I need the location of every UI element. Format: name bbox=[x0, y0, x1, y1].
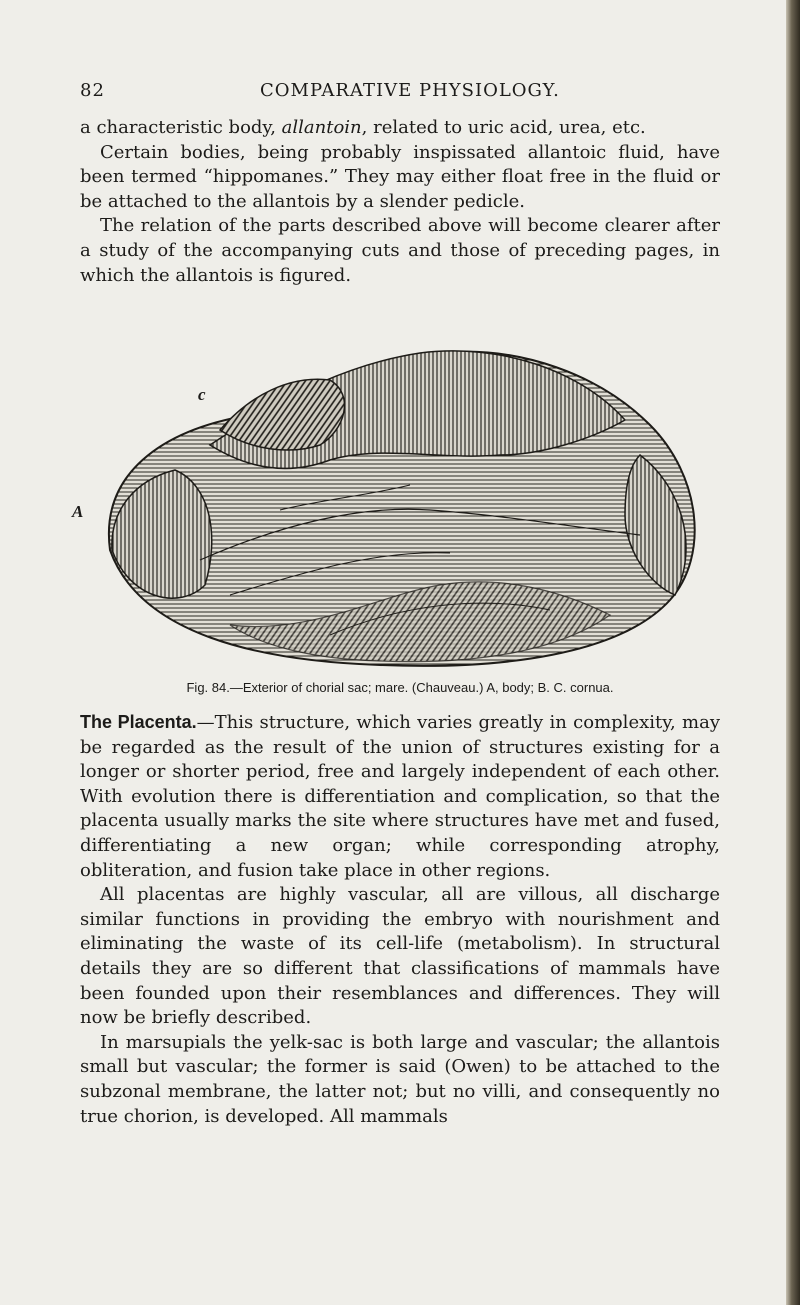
figure-label-a: A bbox=[72, 502, 84, 521]
paragraph-marsupials: In marsupials the yelk-sac is both large and vascular; the allantois small but vascular; the former is said (Owen) to be attached to the subzonal membrane, the latter not; but no villi, and consequently no true chorion, is developed. All mammals bbox=[80, 1031, 720, 1127]
figure-chorial-sac bbox=[72, 335, 720, 675]
paragraph-allantoin: a characteristic body, allantoin, related to uric acid, urea, etc. bbox=[80, 117, 646, 138]
text-block-top bbox=[80, 116, 720, 288]
term-allantoin: allantoin bbox=[281, 117, 362, 138]
page-number: 82 bbox=[80, 80, 105, 101]
book-binding-edge bbox=[786, 0, 800, 1305]
section-heading-placenta: The Placenta. bbox=[80, 712, 197, 732]
running-title: COMPARATIVE PHYSIOLOGY. bbox=[260, 80, 560, 101]
figure-label-c: c bbox=[198, 385, 206, 404]
paragraph-relation: The relation of the parts described above will become clearer after a study of the accompanying cuts and those of preceding pages, in which the allantois is figured. bbox=[80, 215, 720, 286]
cornu-c-region bbox=[220, 379, 344, 450]
paragraph-placentas-vascular: All placentas are highly vascular, all are villous, all discharge similar functions in providing the embryo with nourishment and eliminating the waste of its cell-life (metabolism). In structural details they are so different that classifications of mammals have been founded upon their resemblances and differences. They will now be briefly described. bbox=[80, 884, 720, 1029]
figure-caption: Fig. 84.—Exterior of chorial sac; mare. (Chauveau.) A, body; B. C. cornua. bbox=[186, 680, 614, 695]
paragraph-hippomanes: Certain bodies, being probably inspissated allantoic fluid, have been termed “hippomanes.” They may either float free in the fluid or be attached to the allantois by a slender pedicle. bbox=[80, 141, 720, 212]
page-header bbox=[80, 80, 720, 110]
chorial-sac-illustration bbox=[80, 335, 720, 675]
paragraph-placenta-intro: The Placenta.—This structure, which varies greatly in complexity, may be regarded as the result of the union of structures existing for a longer or shorter period, free and largely independent of each other. With evolution there is differentiation and complication, so that the placenta usually marks the site where structures have met and fused, differentiating a new organ; while corresponding atrophy, obliteration, and fusion take place in other regions. bbox=[80, 712, 720, 881]
text-block-placenta bbox=[80, 710, 720, 1129]
